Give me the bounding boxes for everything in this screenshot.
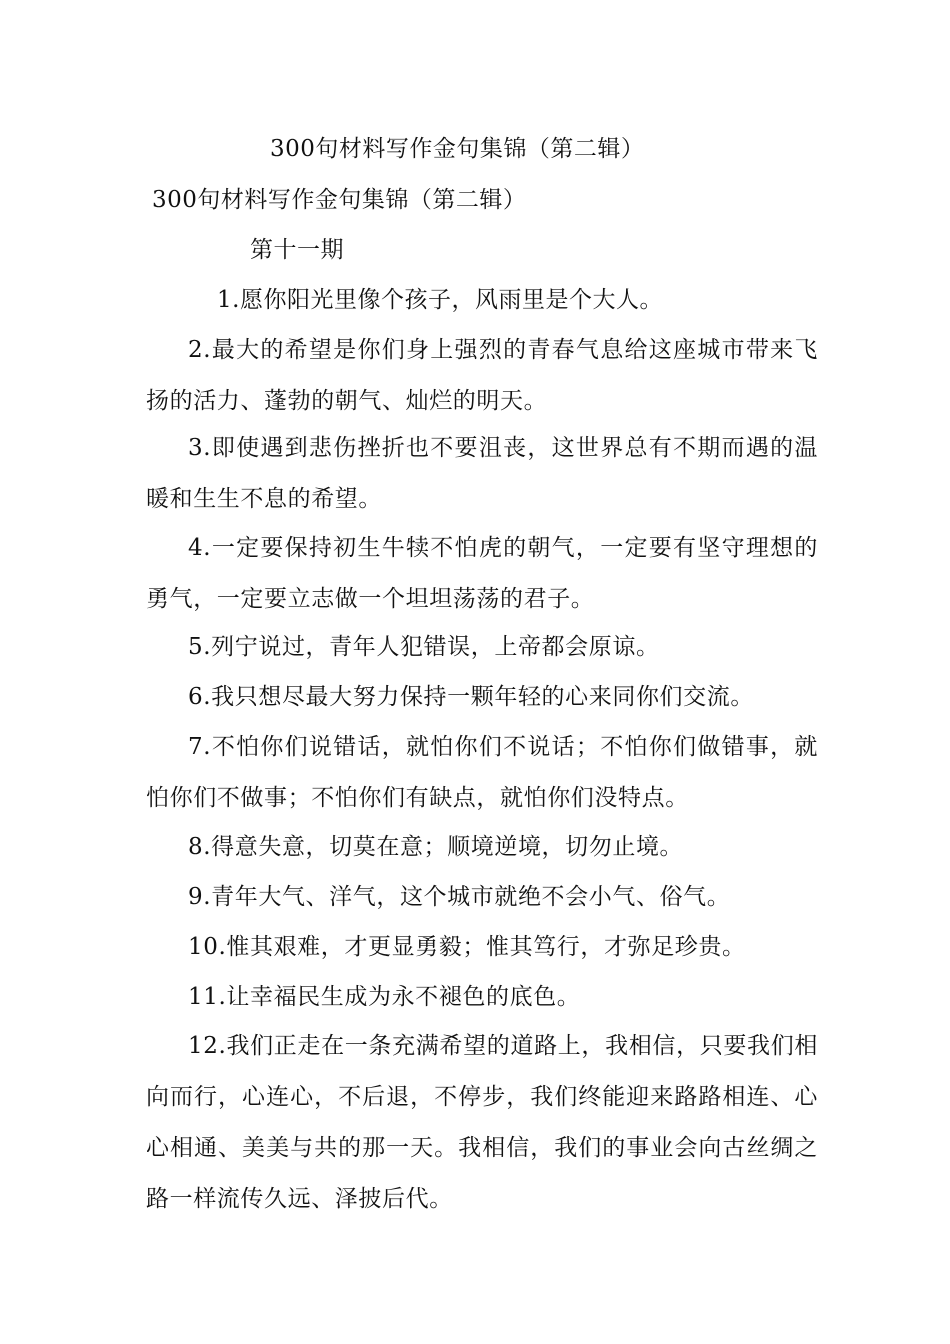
list-item-1: 1.愿你阳光里像个孩子，风雨里是个大人。 bbox=[217, 287, 663, 313]
section-heading: 第十一期 bbox=[250, 237, 344, 263]
document-title: 300句材料写作金句集锦（第二辑） bbox=[270, 136, 645, 162]
document-subtitle: 300句材料写作金句集锦（第二辑） bbox=[152, 187, 527, 213]
list-item-11: 11.让幸福民生成为永不褪色的底色。 bbox=[188, 984, 581, 1010]
list-item-6: 6.我只想尽最大努力保持一颗年轻的心来同你们交流。 bbox=[188, 684, 754, 710]
list-item-12: 12.我们正走在一条充满希望的道路上，我相信，只要我们相向而行，心连心，不后退，不停步，我们终能迎来路路相连、心心相通、美美与共的那一天。我相信，我们的事业会向古丝绸之路一样流传久远、泽披后代。 bbox=[146, 1033, 818, 1212]
list-item-8: 8.得意失意，切莫在意；顺境逆境，切勿止境。 bbox=[188, 834, 684, 860]
list-item-9: 9.青年大气、洋气，这个城市就绝不会小气、俗气。 bbox=[188, 884, 731, 910]
list-item-2: 2.最大的希望是你们身上强烈的青春气息给这座城市带来飞扬的活力、蓬勃的朝气、灿烂的明天。 bbox=[146, 337, 818, 414]
list-item-5: 5.列宁说过，青年人犯错误，上帝都会原谅。 bbox=[188, 634, 660, 660]
list-item-7: 7.不怕你们说错话，就怕你们不说话；不怕你们做错事，就怕你们不做事；不怕你们有缺点，就怕你们没特点。 bbox=[146, 734, 818, 811]
list-item-3: 3.即使遇到悲伤挫折也不要沮丧，这世界总有不期而遇的温暖和生生不息的希望。 bbox=[146, 435, 818, 512]
list-item-10: 10.惟其艰难，才更显勇毅；惟其笃行，才弥足珍贵。 bbox=[188, 934, 746, 960]
list-item-4: 4.一定要保持初生牛犊不怕虎的朝气，一定要有坚守理想的勇气，一定要立志做一个坦坦荡荡的君子。 bbox=[146, 535, 818, 612]
